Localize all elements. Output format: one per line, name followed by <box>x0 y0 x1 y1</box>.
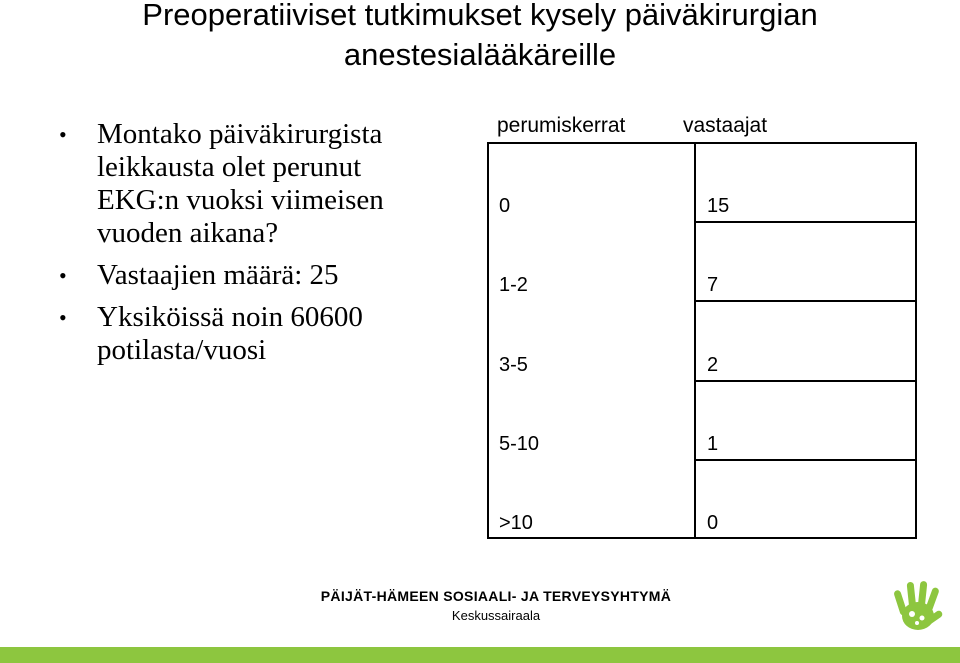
results-table <box>487 142 917 539</box>
slide-title <box>0 0 960 75</box>
table-cell-row2-col2: 7 <box>707 274 719 296</box>
table-row-divider <box>694 459 917 461</box>
bullet-item <box>55 259 440 292</box>
bullet-item <box>55 301 440 367</box>
bullet-dot-icon: • <box>59 263 67 288</box>
table-border-bottom <box>487 537 917 539</box>
table-header-perumiskerrat: perumiskerrat <box>497 114 626 137</box>
table-cell-row5-col2: 0 <box>707 512 719 534</box>
table-row-divider <box>694 221 917 223</box>
table-cell-row3-col2: 2 <box>707 354 719 376</box>
table-border-left <box>487 142 489 539</box>
slide-title-line-2: anestesialääkäreille <box>343 37 617 72</box>
table-cell-row2-col1: 1-2 <box>499 274 528 296</box>
table-border-right <box>915 142 917 539</box>
bullet-text: Yksiköissä noin 60600 potilasta/vuosi <box>97 301 363 366</box>
table-header-vastaajat: vastaajat <box>683 114 768 137</box>
table-row-divider <box>694 380 917 382</box>
footer-subtitle: Keskussairaala <box>451 608 541 623</box>
table-row-divider <box>694 300 917 302</box>
bullet-text: Montako päiväkirurgista leikkausta olet perunut EKG:n vuoksi viimeisen vuoden aikana? <box>97 118 384 249</box>
bullet-item <box>55 118 440 250</box>
table-cell-row4-col1: 5-10 <box>499 433 540 455</box>
table-cell-row1-col2: 15 <box>707 195 730 217</box>
table-border-top <box>487 142 917 144</box>
slide-title-line-1: Preoperatiiviset tutkimukset kysely päiväkirurgian <box>142 0 818 32</box>
table-cell-row3-col1: 3-5 <box>499 354 528 376</box>
bullet-dot-icon: • <box>59 305 67 330</box>
bullet-dot-icon: • <box>59 122 67 147</box>
bullet-text: Vastaajien määrä: 25 <box>97 259 339 291</box>
table-cell-row1-col1: 0 <box>499 195 511 217</box>
footer-brand-bar <box>0 647 960 663</box>
footer-organization: PÄIJÄT-HÄMEEN SOSIAALI- JA TERVEYSYHTYMÄ <box>320 588 672 604</box>
table-cell-row5-col1: >10 <box>499 512 533 534</box>
table-cell-row4-col2: 1 <box>707 433 719 455</box>
bullet-list <box>55 118 440 376</box>
table-column-divider <box>694 142 696 539</box>
green-hand-logo-icon <box>890 576 950 638</box>
